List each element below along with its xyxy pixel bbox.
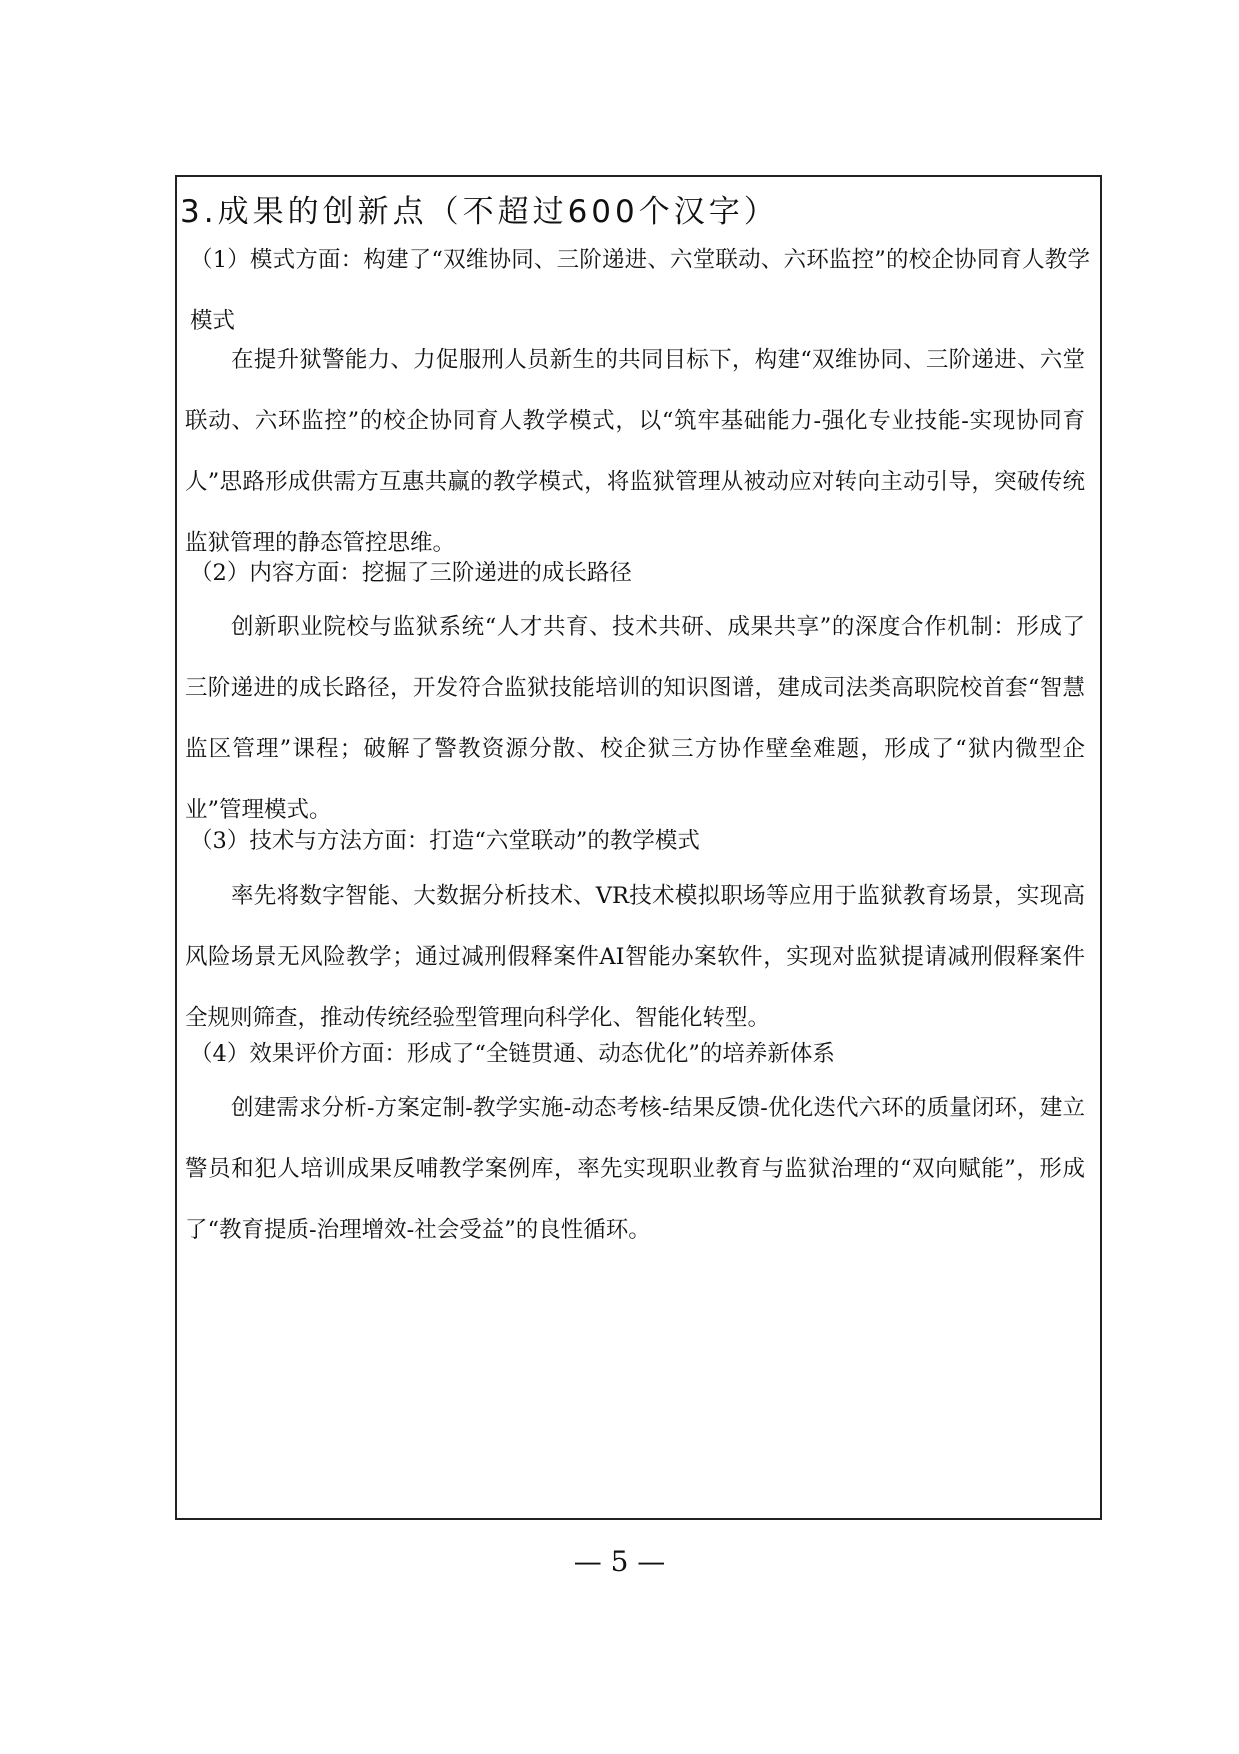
subheading-model: （1）模式方面：构建了“双维协同、三阶递进、六堂联动、六环监控”的校企协同育人教学模式 xyxy=(190,247,1090,334)
paragraph-technology: 率先将数字智能、大数据分析技术、VR技术模拟职场等应用于监狱教育场景，实现高风险场景无风险教学；通过减刑假释案件AI智能办案软件，实现对监狱提请减刑假释案件全规则筛查，推动传统经验型管理向科学化、智能化转型。 xyxy=(185,883,1085,1031)
paragraph-model: 在提升狱警能力、力促服刑人员新生的共同目标下，构建“双维协同、三阶递进、六堂联动、六环监控”的校企协同育人教学模式，以“筑牢基础能力-强化专业技能-实现协同育人”思路形成供需方互惠共赢的教学模式，将监狱管理从被动应对转向主动引导，突破传统监狱管理的静态管控思维。 xyxy=(185,347,1085,556)
paragraph-content: 创新职业院校与监狱系统“人才共育、技术共研、成果共享”的深度合作机制：形成了三阶递进的成长路径，开发符合监狱技能培训的知识图谱，建成司法类高职院校首套“智慧监区管理”课程；破解了警教资源分散、校企狱三方协作壁垒难题，形成了“狱内微型企业”管理模式。 xyxy=(185,614,1085,823)
subheading-technology: （3）技术与方法方面：打造“六堂联动”的教学模式 xyxy=(190,828,700,854)
subheading-content: （2）内容方面：挖掘了三阶递进的成长路径 xyxy=(190,560,632,586)
page-number: — 5 — xyxy=(573,1545,666,1578)
paragraph-evaluation: 创建需求分析-方案定制-教学实施-动态考核-结果反馈-优化迭代六环的质量闭环，建立警员和犯人培训成果反哺教学案例库，率先实现职业教育与监狱治理的“双向赋能”，形成了“教育提质-治理增效-社会受益”的良性循环。 xyxy=(185,1095,1085,1243)
subheading-evaluation: （4）效果评价方面：形成了“全链贯通、动态优化”的培养新体系 xyxy=(190,1041,835,1067)
section-title: 3.成果的创新点（不超过600个汉字） xyxy=(180,194,779,230)
